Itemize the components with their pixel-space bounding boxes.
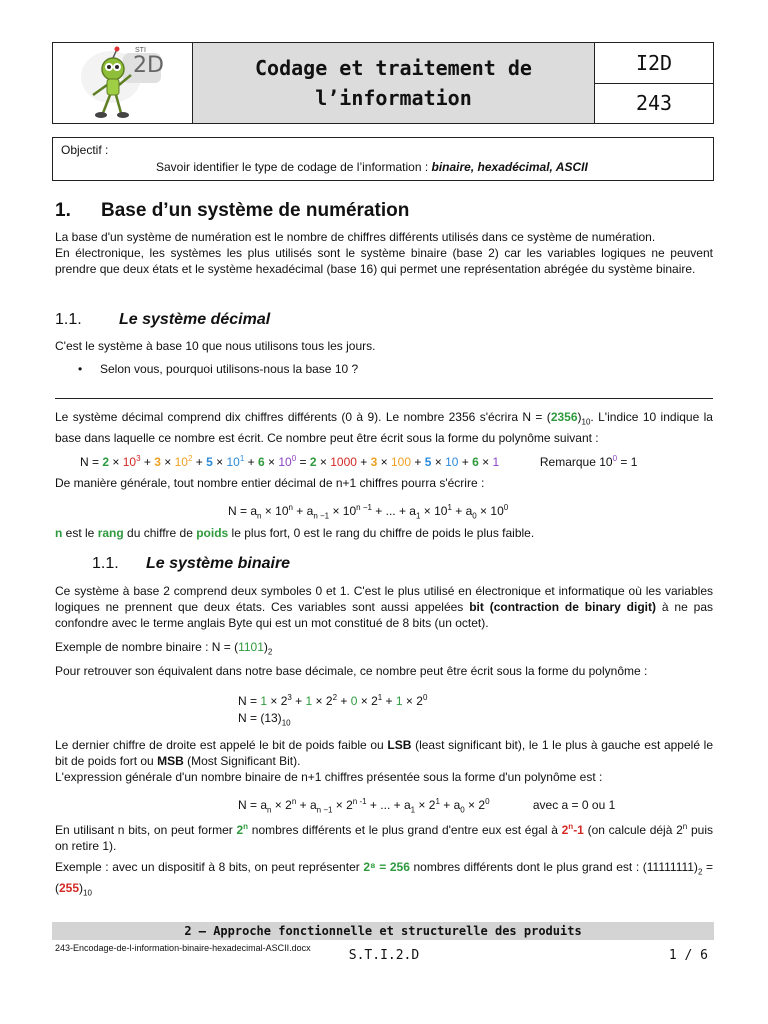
section-1-para-1: La base d'un système de numération est le nombre de chiffres différents utilisés dans ce système de numération. (55, 230, 656, 244)
robot-mascot-icon (53, 43, 191, 123)
section-1-body (55, 229, 713, 277)
8-bits-example: Exemple : avec un dispositif à 8 bits, on peut représenter 2⁸ = 256 nombres différents dont le plus grand est : $(11111111)_2 = (255)_{10}$ (55, 860, 713, 898)
decimal-intro: C'est le système à base 10 que nous utilisons tous les jours. (55, 339, 376, 353)
binary-intro: Ce système à base 2 comprend deux symboles 0 et 1. C'est le plus utilisé en électronique et informatique où les variables logiques ne prennent que deux états. Ces variables sont aussi appelées bit (contraction de binary digit) à ne pas confondre avec le terme anglais Byte qui est un mot constitué de 8 bits (un octet). (55, 584, 714, 630)
binary-retrieve-text: Pour retrouver son équivalent dans notre base décimale, ce nombre peut être écrit sous la forme du polynôme : (55, 664, 648, 678)
binary-polynomial: $N = 1 \times 2^3 + 1 \times 2^2 + 0 \times 2^1 + 1 \times 2^0$ (238, 693, 428, 708)
section-1-heading: 1. Base d’un système de numération (55, 200, 410, 221)
footer-filename: 243-Encodage-de-l-information-binaire-hexadecimal-ASCII.docx (55, 943, 311, 953)
binary-example: Exemple de nombre binaire : $N = (1101)_2$ (55, 640, 273, 657)
sti2d-logo (53, 43, 193, 123)
decimal-general-intro: De manière générale, tout nombre entier décimal de n+1 chiffres pourra s'écrire : (55, 476, 485, 490)
decimal-explanation: Le système décimal comprend dix chiffres différents (0 à 9). Le nombre 2356 s'écrira $N = (2356)_{10}$. L'indice 10 indique la base dans laquelle ce nombre est écrit. Ce nombre peut être écrit sous la forme du polynôme suivant : (55, 410, 713, 446)
section-decimal-heading: 1.1. Le système décimal (55, 311, 271, 328)
document-header (52, 42, 714, 124)
bullet-icon: • (78, 362, 83, 376)
decimal-example-number: 2356 (550, 410, 578, 424)
binary-general-formula: $N = a_n \times 2^n + a_{n -1} \times 2^{n -1}$ + ... + $a_1 \times 2^1 + a_0 \times 2^0$ avec a = 0 ou 1 (238, 797, 616, 815)
page-number: 1 / 6 (668, 948, 708, 963)
page-title: Codage et traitement de l’information (193, 43, 595, 123)
decimal-remark: Remarque $10^0 = 1$ (539, 454, 638, 469)
bit-definition: bit (contraction de binary digit) (469, 600, 657, 614)
section-binary-heading: 1.1. Le système binaire (92, 555, 291, 572)
document-number: 243 (595, 83, 713, 124)
rank-explanation: n est le rang du chiffre de poids le plus fort, 0 est le rang du chiffre de poids le plus faible. (55, 526, 535, 540)
answer-line (55, 398, 713, 399)
n-bits-text: En utilisant n bits, on peut former 2$^n$ nombres différents et le plus grand d'entre eux est égal à 2$^n$-1 (on calcule déjà 2$^n$ puis on retire 1). (55, 822, 713, 853)
footer-band: 2 – Approche fonctionnelle et structurelle des produits (52, 922, 714, 940)
binary-result: $N = (13)_{10}$ (238, 711, 291, 728)
section-1-para-2: En électronique, les systèmes les plus utilisés sont le système binaire (base 2) car les variables logiques ne peuvent prendre que deux états et le système hexadécimal (base 16) qui permet une représentation abrégée du système binaire. (55, 246, 713, 276)
objective-box (52, 137, 714, 181)
header-codes (595, 43, 713, 123)
decimal-question-bullet: • Selon vous, pourquoi utilisons-nous la base 10 ? (78, 362, 359, 376)
lsb-msb-text: Le dernier chiffre de droite est appelé le bit de poids faible ou LSB (least significant bit), le 1 le plus à gauche est appelé le bit de poids fort ou MSB (Most Significant Bit). L'expression générale d'un nombre binaire de n+1 chiffres présentée sous la forme d'un polynôme est : (55, 738, 714, 784)
footer-center: S.T.I.2.D (348, 948, 420, 963)
objective-keywords: binaire, hexadécimal, ASCII (431, 160, 588, 174)
logo-sti-text: STI (135, 47, 146, 54)
decimal-general-formula: $N = a_n \times 10^n + a_{n -1} \times 10^{n -1}$ + ... + $a_1 \times 10^1 + a_0 \times 10^0$ (228, 503, 509, 521)
objective-text: Savoir identifier le type de codage de l’information : binaire, hexadécimal, ASCII (156, 160, 588, 174)
objective-label: Objectif : (61, 143, 109, 157)
module-code: I2D (635, 50, 673, 75)
logo-2d-text: 2D (133, 53, 164, 78)
decimal-polynomial: $N = 2 \times 10^3 + 3 \times 10^2 + 5 \times 10^1 + 6 \times 10^0 = 2 \times 1000 + 3 \times 100 + 5 \times 10 + 6 \times 1$ Remarque $10^0 = 1$ (80, 454, 638, 469)
